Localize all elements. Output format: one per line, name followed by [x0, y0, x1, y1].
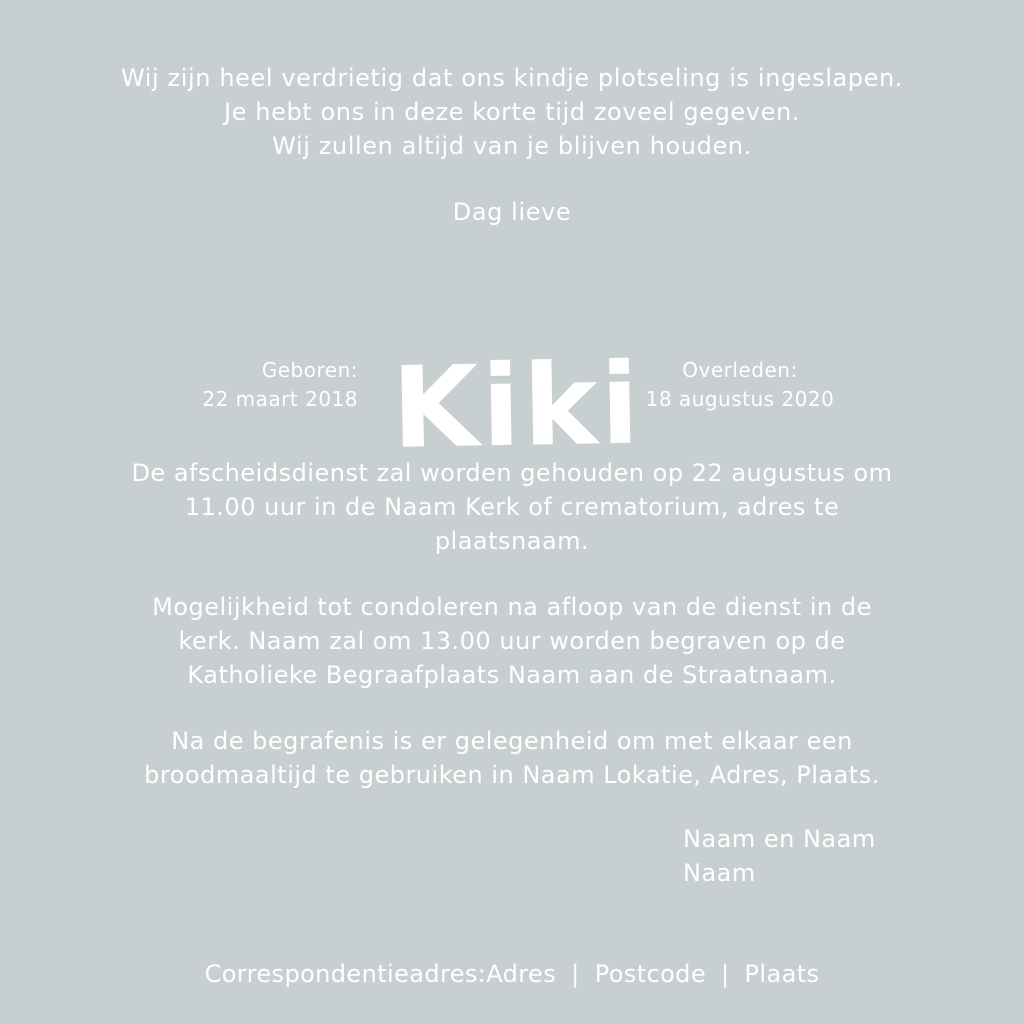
intro-message — [70, 61, 954, 163]
meal-line: Na de begrafenis is er gelegenheid om met elkaar een — [171, 727, 853, 755]
farewell-text: Dag lieve — [452, 198, 572, 226]
address-label: Correspondentieadres:Adres — [204, 960, 557, 988]
birth-date: 22 maart 2018 — [202, 387, 358, 411]
birth-label: Geboren: — [261, 358, 358, 382]
service-details — [86, 456, 938, 558]
intro-line: Wij zullen altijd van je blijven houden. — [272, 132, 752, 160]
intro-line: Wij zijn heel verdrietig dat ons kindje plotseling is ingeslapen. — [120, 64, 904, 92]
signature-line: Naam en Naam — [683, 825, 876, 853]
condolence-line: kerk. Naam zal om 13.00 uur worden begraven op de — [178, 627, 846, 655]
address-postcode: Postcode — [594, 960, 706, 988]
condolence-line: Mogelijkheid tot condoleren na afloop van de dienst in de — [152, 593, 872, 621]
death-label: Overleden: — [682, 358, 798, 382]
address-place: Plaats — [744, 960, 820, 988]
condolence-line: Katholieke Begraafplaats Naam aan de Straatnaam. — [187, 661, 837, 689]
service-line: 11.00 uur in de Naam Kerk of crematorium, adres te — [184, 493, 840, 521]
address-separator: | — [571, 960, 580, 988]
death-date: 18 augustus 2020 — [645, 387, 835, 411]
correspondence-address — [0, 957, 1024, 991]
service-line: De afscheidsdienst zal worden gehouden op 22 augustus om — [131, 459, 893, 487]
signature — [683, 822, 943, 890]
birth-info — [160, 356, 358, 414]
child-name: Kiki — [390, 339, 644, 474]
intro-line: Je hebt ons in deze korte tijd zoveel gegeven. — [224, 98, 800, 126]
death-info — [620, 356, 860, 414]
meal-details — [86, 724, 938, 792]
address-separator: | — [721, 960, 730, 988]
service-line: plaatsnaam. — [434, 527, 590, 555]
condolence-details — [86, 590, 938, 692]
meal-line: broodmaaltijd te gebruiken in Naam Lokatie, Adres, Plaats. — [144, 761, 880, 789]
signature-line: Naam — [683, 859, 756, 887]
